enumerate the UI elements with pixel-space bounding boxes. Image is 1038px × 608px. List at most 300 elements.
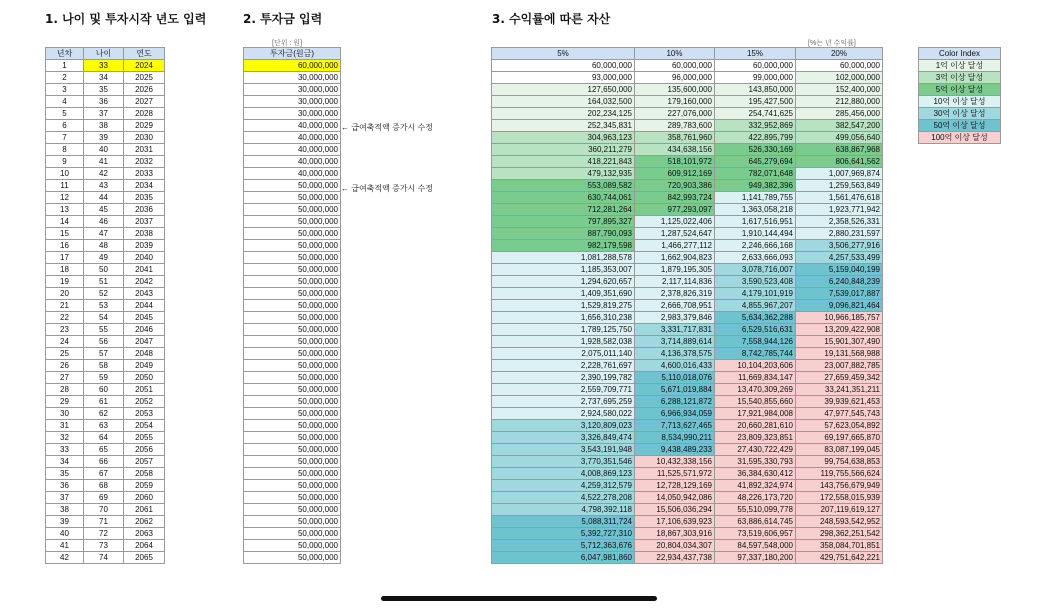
year-number-cell: 17 bbox=[46, 252, 84, 264]
investment-cell[interactable]: 50,000,000 bbox=[244, 504, 341, 516]
table-row bbox=[492, 204, 883, 216]
table-row bbox=[244, 60, 341, 72]
age-cell: 38 bbox=[84, 120, 124, 132]
investment-cell[interactable]: 40,000,000 bbox=[244, 120, 341, 132]
asset-value-cell: 5,110,018,076 bbox=[635, 372, 715, 384]
table-row bbox=[46, 168, 165, 180]
table-row bbox=[244, 372, 341, 384]
asset-value-cell: 22,934,437,738 bbox=[635, 552, 715, 564]
year-number-cell: 30 bbox=[46, 408, 84, 420]
year-cell: 2033 bbox=[124, 168, 165, 180]
asset-value-cell: 1,466,277,112 bbox=[635, 240, 715, 252]
asset-value-cell: 2,075,011,140 bbox=[492, 348, 635, 360]
asset-value-cell: 1,363,058,218 bbox=[715, 204, 796, 216]
investment-cell[interactable]: 50,000,000 bbox=[244, 396, 341, 408]
asset-value-cell: 2,737,695,259 bbox=[492, 396, 635, 408]
asset-value-cell: 1,928,582,038 bbox=[492, 336, 635, 348]
age-cell: 57 bbox=[84, 348, 124, 360]
table-row bbox=[244, 336, 341, 348]
year-cell[interactable]: 2024 bbox=[124, 60, 165, 72]
table-row bbox=[492, 396, 883, 408]
color-index-item: 3억 이상 달성 bbox=[919, 72, 1001, 84]
table-row bbox=[492, 180, 883, 192]
year-cell: 2026 bbox=[124, 84, 165, 96]
table-row bbox=[244, 276, 341, 288]
asset-value-cell: 1,125,022,406 bbox=[635, 216, 715, 228]
table-row bbox=[244, 504, 341, 516]
table-row bbox=[492, 96, 883, 108]
table-row bbox=[492, 336, 883, 348]
asset-value-cell: 645,279,694 bbox=[715, 156, 796, 168]
year-cell: 2065 bbox=[124, 552, 165, 564]
investment-cell[interactable]: 50,000,000 bbox=[244, 228, 341, 240]
year-cell: 2041 bbox=[124, 264, 165, 276]
asset-value-cell: 4,259,312,579 bbox=[492, 480, 635, 492]
year-number-cell: 6 bbox=[46, 120, 84, 132]
table-row bbox=[46, 480, 165, 492]
asset-value-cell: 93,000,000 bbox=[492, 72, 635, 84]
asset-value-cell: 2,633,666,093 bbox=[715, 252, 796, 264]
asset-value-cell: 127,650,000 bbox=[492, 84, 635, 96]
asset-value-cell: 1,879,195,305 bbox=[635, 264, 715, 276]
table-row bbox=[46, 552, 165, 564]
table-row bbox=[46, 204, 165, 216]
age-cell: 62 bbox=[84, 408, 124, 420]
asset-value-cell: 358,761,960 bbox=[635, 132, 715, 144]
asset-value-cell: 2,983,379,846 bbox=[635, 312, 715, 324]
asset-value-cell: 11,669,834,147 bbox=[715, 372, 796, 384]
table-row bbox=[244, 384, 341, 396]
asset-value-cell: 5,392,727,310 bbox=[492, 528, 635, 540]
table-row bbox=[46, 384, 165, 396]
investment-cell[interactable]: 50,000,000 bbox=[244, 432, 341, 444]
table-row bbox=[492, 408, 883, 420]
asset-value-cell: 479,132,935 bbox=[492, 168, 635, 180]
investment-cell[interactable]: 50,000,000 bbox=[244, 240, 341, 252]
year-cell: 2056 bbox=[124, 444, 165, 456]
table-row bbox=[244, 156, 341, 168]
investment-cell[interactable]: 50,000,000 bbox=[244, 348, 341, 360]
investment-cell[interactable]: 50,000,000 bbox=[244, 552, 341, 564]
age-cell: 64 bbox=[84, 432, 124, 444]
age-cell: 70 bbox=[84, 504, 124, 516]
asset-value-cell: 15,540,855,660 bbox=[715, 396, 796, 408]
asset-value-cell: 518,101,972 bbox=[635, 156, 715, 168]
rate-header: 5% bbox=[492, 48, 635, 60]
age-cell[interactable]: 33 bbox=[84, 60, 124, 72]
asset-value-cell: 289,783,600 bbox=[635, 120, 715, 132]
age-cell: 44 bbox=[84, 192, 124, 204]
asset-value-cell: 63,886,614,745 bbox=[715, 516, 796, 528]
color-index-item: 100억 이상 달성 bbox=[919, 132, 1001, 144]
age-cell: 40 bbox=[84, 144, 124, 156]
year-number-cell: 31 bbox=[46, 420, 84, 432]
investment-cell[interactable]: 50,000,000 bbox=[244, 372, 341, 384]
asset-value-cell: 13,209,422,908 bbox=[796, 324, 883, 336]
asset-value-cell: 4,855,967,207 bbox=[715, 300, 796, 312]
asset-value-cell: 1,656,310,238 bbox=[492, 312, 635, 324]
investment-cell[interactable]: 50,000,000 bbox=[244, 300, 341, 312]
asset-value-cell: 2,559,709,771 bbox=[492, 384, 635, 396]
asset-value-cell: 360,211,279 bbox=[492, 144, 635, 156]
table-row bbox=[46, 324, 165, 336]
year-number-cell: 10 bbox=[46, 168, 84, 180]
asset-value-cell: 2,228,761,697 bbox=[492, 360, 635, 372]
year-cell: 2027 bbox=[124, 96, 165, 108]
table-row bbox=[46, 336, 165, 348]
investment-cell[interactable]: 50,000,000 bbox=[244, 528, 341, 540]
table-row bbox=[46, 468, 165, 480]
table-row bbox=[46, 228, 165, 240]
asset-value-cell: 83,087,199,045 bbox=[796, 444, 883, 456]
section-title-age: 1. 나이 및 투자시작 년도 입력 bbox=[45, 12, 207, 26]
asset-value-cell: 135,600,000 bbox=[635, 84, 715, 96]
asset-value-cell: 60,000,000 bbox=[635, 60, 715, 72]
asset-value-cell: 3,326,849,474 bbox=[492, 432, 635, 444]
table-row bbox=[492, 240, 883, 252]
year-number-cell: 25 bbox=[46, 348, 84, 360]
table-row bbox=[46, 408, 165, 420]
year-number-cell: 12 bbox=[46, 192, 84, 204]
table-row bbox=[46, 492, 165, 504]
investment-cell[interactable]: 50,000,000 bbox=[244, 264, 341, 276]
year-cell: 2038 bbox=[124, 228, 165, 240]
table-row bbox=[919, 84, 1001, 96]
year-number-cell: 9 bbox=[46, 156, 84, 168]
age-cell: 35 bbox=[84, 84, 124, 96]
year-cell: 2051 bbox=[124, 384, 165, 396]
home-indicator bbox=[381, 596, 657, 601]
asset-value-cell: 422,895,799 bbox=[715, 132, 796, 144]
asset-value-cell: 358,084,701,851 bbox=[796, 540, 883, 552]
asset-value-cell: 11,525,571,972 bbox=[635, 468, 715, 480]
asset-value-cell: 207,119,619,127 bbox=[796, 504, 883, 516]
asset-value-cell: 179,160,000 bbox=[635, 96, 715, 108]
age-cell: 34 bbox=[84, 72, 124, 84]
table-row bbox=[244, 420, 341, 432]
asset-value-cell: 39,939,621,453 bbox=[796, 396, 883, 408]
age-cell: 50 bbox=[84, 264, 124, 276]
asset-value-cell: 3,543,191,948 bbox=[492, 444, 635, 456]
year-cell: 2053 bbox=[124, 408, 165, 420]
table-row bbox=[46, 120, 165, 132]
age-cell: 49 bbox=[84, 252, 124, 264]
year-cell: 2037 bbox=[124, 216, 165, 228]
year-number-cell: 41 bbox=[46, 540, 84, 552]
investment-cell[interactable]: 50,000,000 bbox=[244, 408, 341, 420]
table-row bbox=[244, 528, 341, 540]
year-number-cell: 8 bbox=[46, 144, 84, 156]
investment-cell[interactable]: 50,000,000 bbox=[244, 540, 341, 552]
asset-value-cell: 1,185,353,007 bbox=[492, 264, 635, 276]
year-number-cell: 5 bbox=[46, 108, 84, 120]
table-row bbox=[492, 252, 883, 264]
asset-value-cell: 499,056,640 bbox=[796, 132, 883, 144]
investment-cell[interactable]: 50,000,000 bbox=[244, 480, 341, 492]
asset-value-cell: 977,293,097 bbox=[635, 204, 715, 216]
asset-value-cell: 23,809,323,851 bbox=[715, 432, 796, 444]
year-cell: 2046 bbox=[124, 324, 165, 336]
asset-value-cell: 5,712,363,676 bbox=[492, 540, 635, 552]
table-row bbox=[492, 264, 883, 276]
year-number-cell: 15 bbox=[46, 228, 84, 240]
asset-value-cell: 8,534,990,211 bbox=[635, 432, 715, 444]
table-row bbox=[919, 72, 1001, 84]
asset-value-cell: 143,756,679,949 bbox=[796, 480, 883, 492]
asset-value-cell: 15,506,036,294 bbox=[635, 504, 715, 516]
table-row bbox=[244, 516, 341, 528]
asset-value-cell: 1,081,288,578 bbox=[492, 252, 635, 264]
table-row bbox=[244, 96, 341, 108]
year-number-cell: 24 bbox=[46, 336, 84, 348]
investment-cell[interactable]: 40,000,000 bbox=[244, 144, 341, 156]
investment-cell[interactable]: 50,000,000 bbox=[244, 516, 341, 528]
table-row bbox=[492, 384, 883, 396]
asset-value-cell: 248,593,542,952 bbox=[796, 516, 883, 528]
asset-value-cell: 418,221,843 bbox=[492, 156, 635, 168]
age-cell: 72 bbox=[84, 528, 124, 540]
investment-cell[interactable]: 50,000,000 bbox=[244, 312, 341, 324]
age-cell: 37 bbox=[84, 108, 124, 120]
section-title-investment: 2. 투자금 입력 bbox=[243, 12, 323, 26]
age-cell: 52 bbox=[84, 288, 124, 300]
asset-value-cell: 47,977,545,743 bbox=[796, 408, 883, 420]
asset-value-cell: 7,539,017,887 bbox=[796, 288, 883, 300]
year-number-cell: 21 bbox=[46, 300, 84, 312]
asset-value-cell: 3,714,889,614 bbox=[635, 336, 715, 348]
year-number-cell: 16 bbox=[46, 240, 84, 252]
investment-cell[interactable]: 30,000,000 bbox=[244, 108, 341, 120]
table-row bbox=[46, 180, 165, 192]
asset-value-cell: 434,638,156 bbox=[635, 144, 715, 156]
asset-value-cell: 31,595,330,793 bbox=[715, 456, 796, 468]
age-cell: 71 bbox=[84, 516, 124, 528]
asset-value-cell: 10,432,338,156 bbox=[635, 456, 715, 468]
asset-value-cell: 18,867,303,916 bbox=[635, 528, 715, 540]
asset-value-cell: 202,234,125 bbox=[492, 108, 635, 120]
asset-value-cell: 2,390,199,782 bbox=[492, 372, 635, 384]
table-row bbox=[46, 420, 165, 432]
table-row bbox=[492, 120, 883, 132]
table-row bbox=[46, 96, 165, 108]
asset-value-cell: 1,259,563,849 bbox=[796, 180, 883, 192]
year-cell: 2034 bbox=[124, 180, 165, 192]
asset-value-cell: 887,790,093 bbox=[492, 228, 635, 240]
investment-cell[interactable]: 30,000,000 bbox=[244, 84, 341, 96]
rate-label: [%는 년 수익률] bbox=[808, 40, 856, 47]
year-cell: 2061 bbox=[124, 504, 165, 516]
table-row bbox=[46, 84, 165, 96]
year-cell: 2036 bbox=[124, 204, 165, 216]
asset-value-cell: 252,345,831 bbox=[492, 120, 635, 132]
table-row bbox=[492, 516, 883, 528]
investment-table bbox=[243, 47, 341, 564]
investment-cell[interactable]: 50,000,000 bbox=[244, 324, 341, 336]
table-row bbox=[244, 444, 341, 456]
asset-value-cell: 1,287,524,647 bbox=[635, 228, 715, 240]
asset-value-cell: 5,671,019,884 bbox=[635, 384, 715, 396]
table-row bbox=[492, 528, 883, 540]
table-row bbox=[244, 492, 341, 504]
year-cell: 2052 bbox=[124, 396, 165, 408]
asset-value-cell: 227,076,000 bbox=[635, 108, 715, 120]
investment-cell[interactable]: 40,000,000 bbox=[244, 132, 341, 144]
table-row bbox=[492, 552, 883, 564]
investment-cell[interactable]: 40,000,000 bbox=[244, 168, 341, 180]
investment-cell[interactable]: 50,000,000 bbox=[244, 360, 341, 372]
investment-cell[interactable]: 50,000,000 bbox=[244, 444, 341, 456]
table-row bbox=[244, 312, 341, 324]
asset-value-cell: 6,529,516,631 bbox=[715, 324, 796, 336]
asset-value-cell: 429,751,642,221 bbox=[796, 552, 883, 564]
asset-value-cell: 9,438,489,233 bbox=[635, 444, 715, 456]
asset-value-cell: 3,770,351,546 bbox=[492, 456, 635, 468]
asset-value-cell: 526,330,169 bbox=[715, 144, 796, 156]
table-row bbox=[492, 348, 883, 360]
investment-cell[interactable]: 50,000,000 bbox=[244, 336, 341, 348]
investment-cell[interactable]: 50,000,000 bbox=[244, 192, 341, 204]
investment-cell[interactable]: 50,000,000 bbox=[244, 276, 341, 288]
investment-cell[interactable]: 50,000,000 bbox=[244, 288, 341, 300]
age-cell: 36 bbox=[84, 96, 124, 108]
year-number-cell: 35 bbox=[46, 468, 84, 480]
table-row bbox=[492, 360, 883, 372]
asset-value-cell: 172,558,015,939 bbox=[796, 492, 883, 504]
table-row bbox=[46, 72, 165, 84]
table-row bbox=[46, 456, 165, 468]
year-number-cell: 23 bbox=[46, 324, 84, 336]
asset-value-cell: 782,071,648 bbox=[715, 168, 796, 180]
table-row bbox=[919, 108, 1001, 120]
age-cell: 61 bbox=[84, 396, 124, 408]
year-number-cell: 33 bbox=[46, 444, 84, 456]
table-row bbox=[46, 264, 165, 276]
color-index-item: 5억 이상 달성 bbox=[919, 84, 1001, 96]
table-row bbox=[46, 360, 165, 372]
investment-cell[interactable]: 50,000,000 bbox=[244, 252, 341, 264]
investment-cell[interactable]: 50,000,000 bbox=[244, 204, 341, 216]
year-number-cell: 19 bbox=[46, 276, 84, 288]
asset-value-cell: 6,047,981,860 bbox=[492, 552, 635, 564]
asset-value-cell: 2,358,526,331 bbox=[796, 216, 883, 228]
table-row bbox=[492, 300, 883, 312]
investment-cell[interactable]: 50,000,000 bbox=[244, 216, 341, 228]
investment-cell[interactable]: 50,000,000 bbox=[244, 492, 341, 504]
asset-value-cell: 17,106,639,923 bbox=[635, 516, 715, 528]
asset-value-cell: 5,159,040,199 bbox=[796, 264, 883, 276]
asset-value-cell: 2,666,708,951 bbox=[635, 300, 715, 312]
table-row bbox=[492, 540, 883, 552]
table-row bbox=[46, 240, 165, 252]
year-number-cell: 29 bbox=[46, 396, 84, 408]
asset-value-cell: 285,456,000 bbox=[796, 108, 883, 120]
year-number-cell: 42 bbox=[46, 552, 84, 564]
investment-cell[interactable]: 50,000,000 bbox=[244, 180, 341, 192]
table-row bbox=[492, 60, 883, 72]
asset-value-cell: 2,117,114,836 bbox=[635, 276, 715, 288]
table-row bbox=[244, 300, 341, 312]
asset-value-cell: 254,741,625 bbox=[715, 108, 796, 120]
color-index-table bbox=[918, 47, 1001, 144]
table-row bbox=[492, 432, 883, 444]
investment-cell[interactable]: 50,000,000 bbox=[244, 384, 341, 396]
investment-cell[interactable]: 30,000,000 bbox=[244, 96, 341, 108]
year-cell: 2025 bbox=[124, 72, 165, 84]
investment-cell[interactable]: 60,000,000 bbox=[244, 60, 341, 72]
year-cell: 2062 bbox=[124, 516, 165, 528]
asset-value-cell: 57,623,054,892 bbox=[796, 420, 883, 432]
year-number-cell: 40 bbox=[46, 528, 84, 540]
asset-value-cell: 1,529,819,275 bbox=[492, 300, 635, 312]
color-index-item: 10억 이상 달성 bbox=[919, 96, 1001, 108]
asset-value-cell: 8,742,785,744 bbox=[715, 348, 796, 360]
year-number-cell: 2 bbox=[46, 72, 84, 84]
age-cell: 63 bbox=[84, 420, 124, 432]
age-cell: 74 bbox=[84, 552, 124, 564]
table-row bbox=[244, 108, 341, 120]
year-cell: 2040 bbox=[124, 252, 165, 264]
table-row bbox=[244, 168, 341, 180]
year-cell: 2028 bbox=[124, 108, 165, 120]
asset-value-cell: 41,892,324,974 bbox=[715, 480, 796, 492]
asset-value-cell: 69,197,665,870 bbox=[796, 432, 883, 444]
table-row bbox=[46, 312, 165, 324]
table-row bbox=[492, 480, 883, 492]
age-cell: 60 bbox=[84, 384, 124, 396]
investment-cell[interactable]: 40,000,000 bbox=[244, 156, 341, 168]
year-number-cell: 22 bbox=[46, 312, 84, 324]
asset-value-cell: 20,804,034,307 bbox=[635, 540, 715, 552]
year-cell: 2044 bbox=[124, 300, 165, 312]
table-row bbox=[492, 132, 883, 144]
asset-value-cell: 17,921,984,008 bbox=[715, 408, 796, 420]
asset-value-cell: 2,880,231,597 bbox=[796, 228, 883, 240]
asset-value-cell: 797,895,327 bbox=[492, 216, 635, 228]
asset-value-cell: 2,378,826,319 bbox=[635, 288, 715, 300]
table-row bbox=[244, 180, 341, 192]
asset-value-cell: 143,850,000 bbox=[715, 84, 796, 96]
asset-value-cell: 73,519,606,957 bbox=[715, 528, 796, 540]
table-row bbox=[244, 228, 341, 240]
rate-header: 10% bbox=[635, 48, 715, 60]
investment-cell[interactable]: 50,000,000 bbox=[244, 420, 341, 432]
table-row bbox=[244, 252, 341, 264]
investment-cell[interactable]: 50,000,000 bbox=[244, 468, 341, 480]
table-row bbox=[492, 192, 883, 204]
color-index-item: 50억 이상 달성 bbox=[919, 120, 1001, 132]
section-title-assets: 3. 수익률에 따른 자산 bbox=[492, 12, 611, 26]
asset-value-cell: 3,120,809,023 bbox=[492, 420, 635, 432]
color-index-item: 30억 이상 달성 bbox=[919, 108, 1001, 120]
asset-value-cell: 630,744,061 bbox=[492, 192, 635, 204]
table-row bbox=[46, 432, 165, 444]
year-cell: 2060 bbox=[124, 492, 165, 504]
year-number-cell: 34 bbox=[46, 456, 84, 468]
investment-cell[interactable]: 50,000,000 bbox=[244, 456, 341, 468]
asset-value-cell: 6,240,848,239 bbox=[796, 276, 883, 288]
asset-value-cell: 4,257,533,499 bbox=[796, 252, 883, 264]
asset-value-cell: 638,867,968 bbox=[796, 144, 883, 156]
table-row bbox=[492, 144, 883, 156]
age-cell: 46 bbox=[84, 216, 124, 228]
age-table-header: 년차 bbox=[46, 48, 84, 60]
investment-cell[interactable]: 30,000,000 bbox=[244, 72, 341, 84]
asset-value-cell: 298,362,251,542 bbox=[796, 528, 883, 540]
asset-value-cell: 55,510,099,778 bbox=[715, 504, 796, 516]
asset-value-cell: 332,952,869 bbox=[715, 120, 796, 132]
asset-value-cell: 1,561,476,618 bbox=[796, 192, 883, 204]
asset-value-cell: 712,281,264 bbox=[492, 204, 635, 216]
